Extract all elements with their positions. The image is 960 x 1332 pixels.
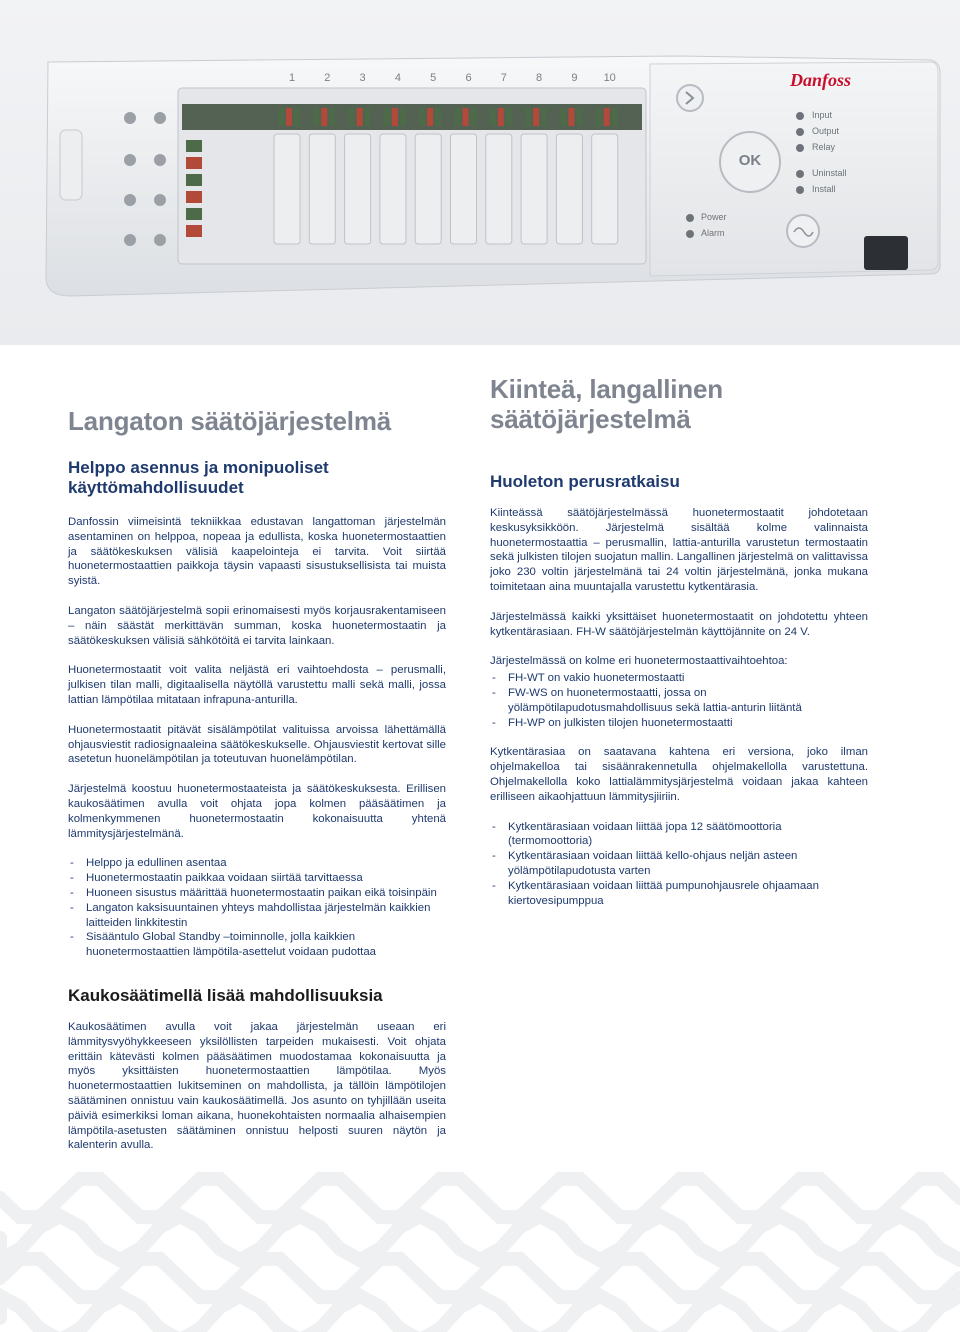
channel-number: 5 (430, 72, 437, 84)
led-label-alarm: Alarm (701, 228, 725, 238)
list-item: - Helppo ja edullinen asentaa (68, 856, 446, 871)
right-paragraph-2: Järjestelmässä kaikki yksittäiset huonetermostaatit on johdotettu yhteen kytkentärasiaan. FH-W säätöjärjestelmän käyttöjännite on 24 V. (490, 610, 868, 638)
right-title-line-1: Kiinteä, langallinen (490, 374, 723, 404)
channel-number: 4 (394, 72, 401, 84)
led-label-output: Output (812, 126, 840, 136)
left-paragraph-5: Järjestelmä koostuu huonetermostaateista ja säätökeskuksesta. Erillisen kaukosäätimen avulla voit ohjata jopa kolmen pääsäätimen ja kolmenkymmenen huonetermostaatin kokonaisuutta yhtenä lämmitysjärjestelmänä. (68, 783, 446, 840)
left-title: Langaton säätöjärjestelmä (68, 406, 391, 436)
led-label-relay: Relay (812, 142, 836, 152)
list-item: - FW-WS on huonetermostaatti, jossa on yölämpötilapudotusmahdollisuus sekä lattia-anturin liitäntä (490, 686, 868, 716)
channel-number: 7 (500, 72, 507, 84)
section2-title: Kaukosäätimellä lisää mahdollisuuksia (68, 985, 383, 1005)
list-item: - Huoneen sisustus määrittää huonetermostaatin paikan eikä toisinpäin (68, 886, 446, 901)
product-photo (0, 0, 960, 345)
right-column (490, 374, 868, 908)
list-item: - Huonetermostaatin paikkaa voidaan siirtää tarvittaessa (68, 871, 446, 886)
channel-number: 10 (603, 72, 616, 84)
right-paragraph-3: Järjestelmässä on kolme eri huonetermostaattivaihtoehtoa: (490, 655, 788, 668)
list-item: - FH-WP on julkisten tilojen huonetermostaatti (490, 716, 868, 731)
left-paragraph-1: Danfossin viimeisintä tekniikkaa edustavan langattoman järjestelmän asentaminen on helppoa, nopeaa ja edullista, koska huonetermostaattien ja säätökeskuksen välisiä kaapelointeja ei tarvita. Voit siirtää huonetermostaattien paikkoja täysin vapaasti sisustuksellisista tai muista syistä. (68, 516, 446, 588)
channel-number: 1 (288, 72, 296, 84)
list-item: - Kytkentärasiaan voidaan liittää kello-ohjaus neljän asteen yölämpötilapudotusta varten (490, 849, 868, 879)
right-paragraph-1: Kiinteässä säätöjärjestelmässä huonetermostaatit johdotetaan keskusyksikköön. Järjestelmä sisältää kolme valinnaista huonetermostaattia – perusmallin, lattia-anturilla varustetun termostaatin sekä julkisten tilojen suojatun mallin. Langallinen järjestelmä on valittavissa joko 230 voltin järjestelmänä tai 24 voltin järjestelmänä, jonka mukana toimitetaan aina muuntajalla varustettu kytkentärasia. (490, 507, 868, 593)
led-label-install: Install (812, 184, 836, 194)
brand-logo: Danfoss (790, 70, 852, 90)
left-paragraph-3: Huonetermostaatit voit valita neljästä eri vaihtoehdosta – perusmalli, julkisen tilan malli, digitaalisella näytöllä varustettu malli sekä malli, jossa lattian lämpötilaa mitataan infrapuna-anturilla. (68, 664, 446, 706)
led-label-uninstall: Uninstall (812, 168, 847, 178)
decorative-waves (0, 1158, 960, 1332)
right-title-line-2: säätöjärjestelmä (490, 404, 691, 434)
channel-number: 2 (324, 72, 331, 84)
right-paragraph-4: Kytkentärasiaa on saatavana kahtena eri versiona, joko ilman ohjelmakelloa tai sisäänrakennetulla ohjelmakellolla varustettuna. Ohjelmakellolla koko lattialämmitysjärjestelmä voidaan jakaa kahteen erilliseen aikaohjattuun lämmitysjiiriin. (490, 746, 868, 803)
channel-number: 8 (536, 72, 543, 84)
channel-number: 3 (359, 72, 366, 84)
list-item: - FH-WT on vakio huonetermostaatti (490, 671, 868, 686)
list-item: - Kytkentärasiaan voidaan liittää jopa 12 säätömoottoria (termomoottoria) (490, 820, 868, 850)
ok-button[interactable]: OK (738, 152, 762, 169)
list-item: - Langaton kaksisuuntainen yhteys mahdollistaa järjestelmän kaikkien laitteiden linkkitestin (68, 901, 446, 931)
left-subtitle: Helppo asennus ja monipuoliset käyttömahdollisuudet (68, 458, 329, 497)
list-item: - Sisääntulo Global Standby –toiminnolle, jolla kaikkien huonetermostaattien lämpötila-asettelut voidaan pudottaa (68, 930, 446, 960)
right-bullet-list-2 (490, 820, 868, 909)
led-labels (812, 110, 847, 200)
right-subtitle: Huoleton perusratkaisu (490, 472, 680, 491)
section2-paragraph: Kaukosäätimen avulla voit jakaa järjestelmän useaan eri lämmitysvyöhykkeeseen yksilöllisten tarpeiden mukaisesti. Voit ohjata erittäin kätevästi kolmen pääsäätimen muodostamaa kokonaisuutta ja myös yksittäisten huonetermostaattien lämpötilaa. Myös huonetermostaattien lukitseminen on mahdollista, ja tällöin lämpötilojen säätäminen onnistuu vain kaukosäätimellä. Jos asunto on tyhjillään useita päiviä esimerkiksi loman aikana, huonekohtaisten normaalia alhaisempien lämpötila-asetusten säätäminen onnistuu helposti suuren näytön ja kalenterin avulla. (68, 1020, 446, 1152)
channel-number: 9 (571, 72, 578, 84)
list-item: - Kytkentärasiaan voidaan liittää pumpunohjausrele ohjaamaan kiertovesipumppua (490, 879, 868, 909)
led-label-input: Input (812, 110, 833, 120)
led-label-power: Power (701, 212, 727, 222)
left-paragraph-4: Huonetermostaatit pitävät sisälämpötilat valituissa arvoissa lähettämällä ohjausviestit radiosignaaleina säätökeskukselle. Ohjausviestit kertovat sille asetetun huonelämpötilan ja toteutuvan huonelämpötilan. (68, 723, 446, 766)
left-paragraph-2: Langaton säätöjärjestelmä sopii erinomaisesti myös korjausrakentamiseen – näin säästät merkittävän summan, koska huonetermostaatin ja säätökeskuksen välisiä sähkötöitä ei tarvita lainkaan. (68, 604, 446, 647)
left-column (68, 406, 446, 1153)
channel-number: 6 (465, 72, 472, 84)
power-led-labels (701, 212, 727, 244)
left-bullet-list (68, 856, 446, 960)
right-bullet-list-1 (490, 671, 868, 730)
